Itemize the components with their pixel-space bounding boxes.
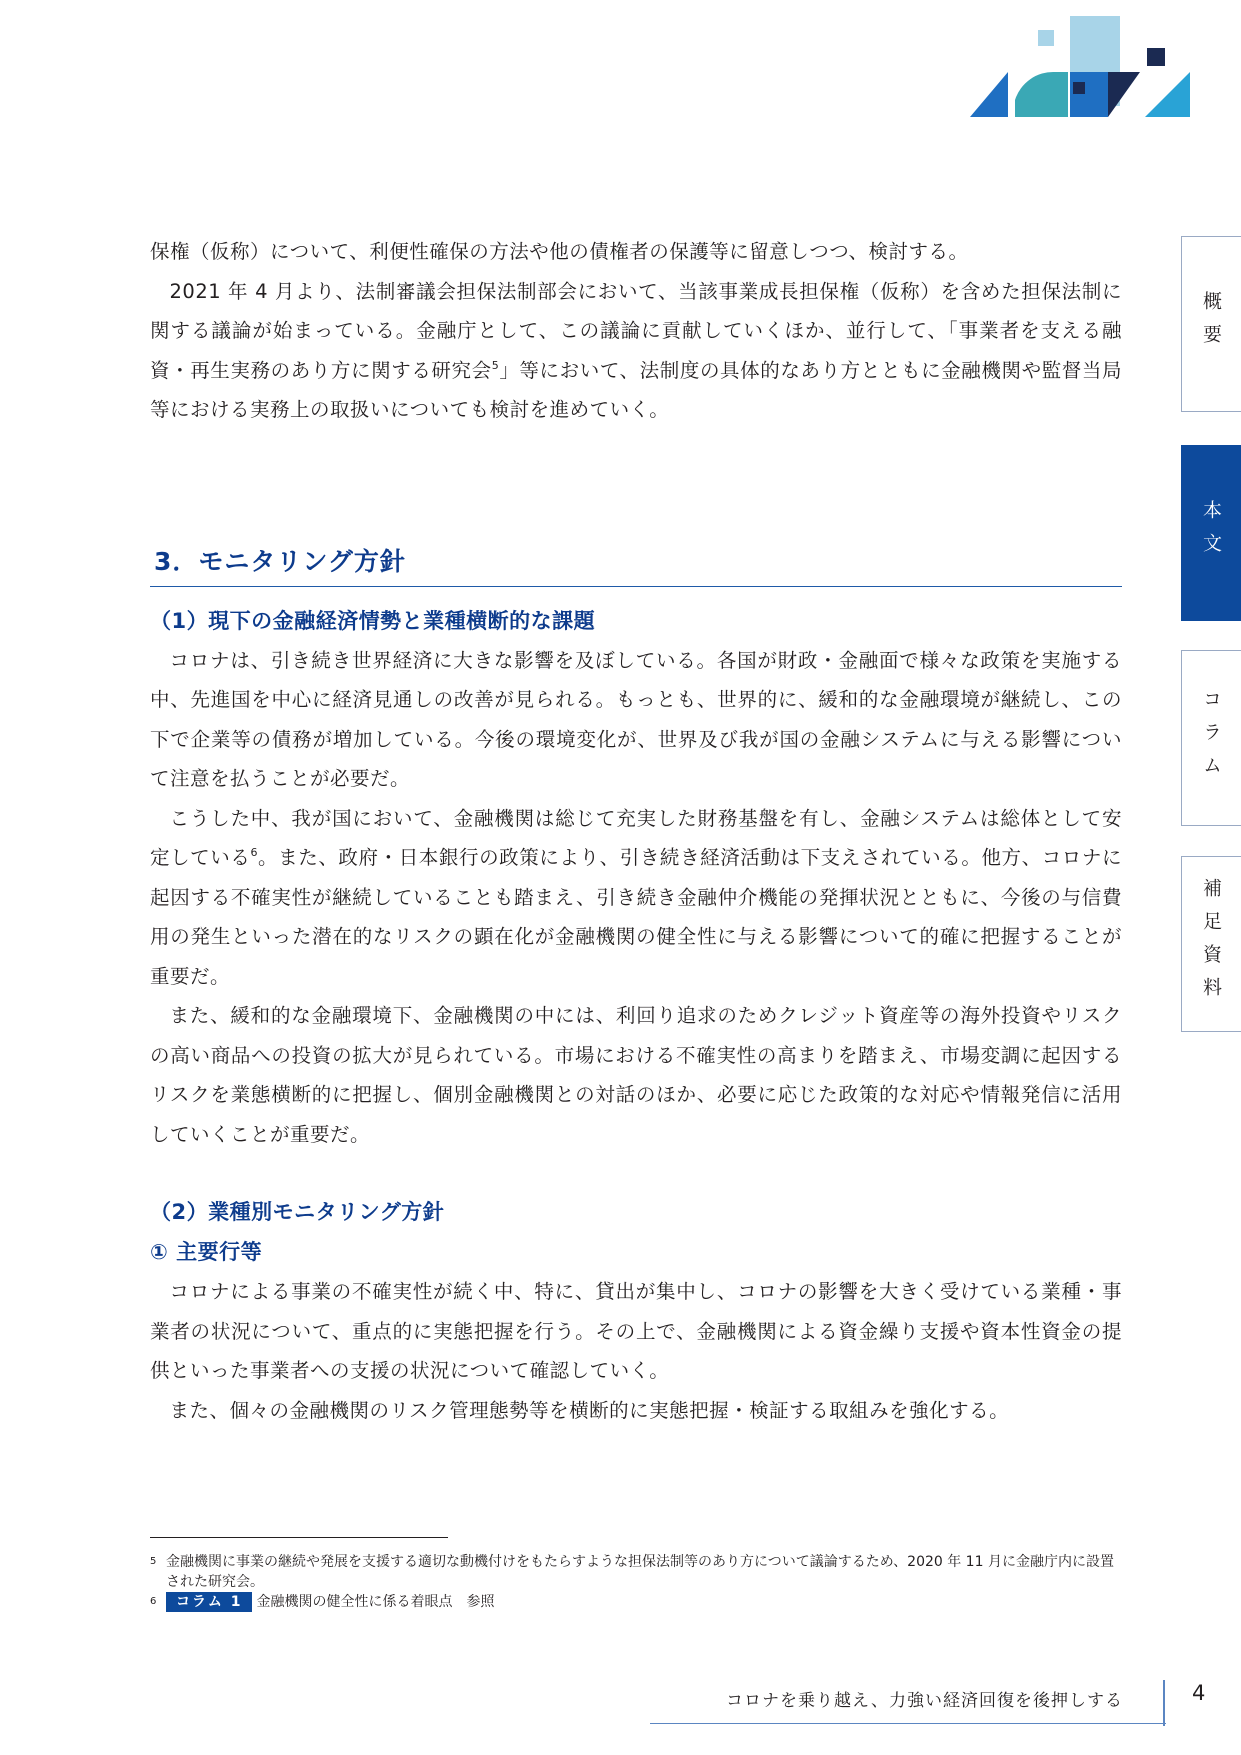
subsection-1-paragraph-2-tail: 。また、政府・日本銀行の政策により、引き続き経済活動は下支えされている。他方、コロナに起因する不確実性が継続していることも踏まえ、引き続き金融仲介機能の発揮状況とともに、今後の与信費用の発生といった潜在的なリスクの顕在化が金融機関の健全性に与える影響について的確に把握することが重要だ。 xyxy=(150,846,1122,988)
footnote-6-text: 金融機関の健全性に係る着眼点 参照 xyxy=(256,1594,495,1610)
subsection-2-paragraph-1: コロナによる事業の不確実性が続く中、特に、貸出が集中し、コロナの影響を大きく受けている業種・事業者の状況について、重点的に実態把握を行う。その上で、金融機関による資金繰り支援や資本性資金の提供といった事業者への支援の状況について確認していく。 xyxy=(150,1280,1122,1382)
subsection-1-paragraph-2-text: こうした中、我が国において、金融機関は総じて充実した財務基盤を有し、金融システムは総体として安定している xyxy=(150,806,1122,869)
footnote-ref-5[interactable]: 5 xyxy=(491,358,500,372)
intro-paragraph-2-text: 2021 年 4 月より、法制審議会担保法制部会において、当該事業成長担保権（仮称）を含めた担保法制に関する議論が始まっている。金融庁として、この議論に貢献していくほか、並行して、「事業者を支える融資・再生実務のあり方に関する研究会 xyxy=(150,279,1122,382)
footer-tagline: コロナを乗り越え、力強い経済回復を後押しする xyxy=(726,1691,1124,1711)
tab-supplement[interactable] xyxy=(1181,856,1241,1032)
deco-triangle-left xyxy=(970,72,1008,117)
tab-main-label: 本文 xyxy=(1200,500,1222,566)
deco-square-small xyxy=(1038,30,1054,46)
footer-divider xyxy=(1163,1680,1165,1726)
footnote-5-text: 金融機関に事業の継続や発展を支援する適切な動機付けをもたらすような担保法制等のあり方について議論するため、2020 年 11 月に金融庁内に設置された研究会。 xyxy=(166,1554,1114,1590)
intro-paragraph-2-tail: 」等において、法制度の具体的なあり方とともに金融機関や監督当局等における実務上の取扱いについても検討を進めていく。 xyxy=(150,358,1122,421)
page-number: 4 xyxy=(1192,1681,1206,1705)
footnote-6-number: 6 xyxy=(150,1596,157,1607)
deco-triangle-navy xyxy=(1108,72,1140,117)
deco-triangle-right xyxy=(1145,72,1190,117)
tab-column-label: コラム xyxy=(1200,688,1222,788)
footnote-5 xyxy=(150,1552,1125,1592)
section-3-heading: 3．モニタリング方針 xyxy=(150,542,1122,587)
footnote-6 xyxy=(150,1592,1125,1612)
item-1-heading: ① 主要行等 xyxy=(150,1240,263,1264)
tab-overview-label: 概要 xyxy=(1200,291,1222,357)
subsection-2-heading: （2）業種別モニタリング方針 xyxy=(150,1200,445,1224)
tab-overview[interactable] xyxy=(1181,236,1241,412)
intro-paragraph-1: 保権（仮称）について、利便性確保の方法や他の債権者の保護等に留意しつつ、検討する。 xyxy=(150,240,969,263)
tab-supplement-label: 補足資料 xyxy=(1200,878,1222,1010)
intro-paragraph-2 xyxy=(150,272,1122,430)
subsection-1-paragraph-2 xyxy=(150,799,1122,997)
subsection-1-heading: （1）現下の金融経済情勢と業種横断的な課題 xyxy=(150,608,596,633)
deco-square-navy xyxy=(1073,82,1085,94)
deco-square-dark xyxy=(1147,48,1165,66)
deco-arc xyxy=(1015,72,1068,117)
decorative-graphic xyxy=(960,10,1200,120)
subsection-2-paragraph-2: また、個々の金融機関のリスク管理態勢等を横断的に実態把握・検証する取組みを強化する。 xyxy=(169,1398,1010,1422)
footnotes xyxy=(150,1552,1125,1612)
main-content xyxy=(150,232,1122,1430)
subsection-1-paragraph-1: コロナは、引き続き世界経済に大きな影響を及ぼしている。各国が財政・金融面で様々な政策を実施する中、先進国を中心に経済見通しの改善が見られる。もっとも、世界的に、緩和的な金融環境が継続し、この下で企業等の債務が増加している。今後の環境変化が、世界及び我が国の金融システムに与える影響について注意を払うことが必要だ。 xyxy=(150,648,1122,790)
tab-column[interactable] xyxy=(1181,650,1241,826)
deco-block-blue xyxy=(1070,72,1108,117)
footnote-5-number: 5 xyxy=(150,1556,157,1567)
footnote-divider xyxy=(150,1537,448,1538)
footer-rule xyxy=(650,1723,1166,1724)
column-1-badge[interactable]: コラム 1 xyxy=(166,1592,252,1612)
subsection-1-paragraph-3: また、緩和的な金融環境下、金融機関の中には、利回り追求のためクレジット資産等の海外投資やリスクの高い商品への投資の拡大が見られている。市場における不確実性の高まりを踏まえ、市場変調に起因するリスクを業態横断的に把握し、個別金融機関との対話のほか、必要に応じた政策的な対応や情報発信に活用していくことが重要だ。 xyxy=(150,1004,1122,1146)
footnote-ref-6[interactable]: 6 xyxy=(250,846,258,859)
tab-main[interactable] xyxy=(1181,445,1241,621)
